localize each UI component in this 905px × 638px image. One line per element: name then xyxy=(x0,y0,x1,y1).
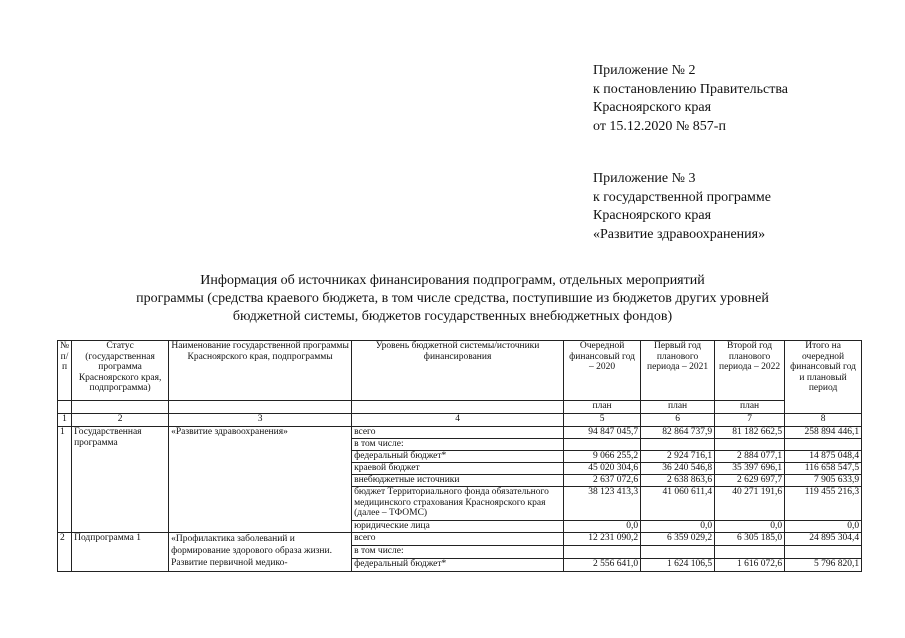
column-number: 1 xyxy=(58,414,72,427)
appendix-2-line: Красноярского края xyxy=(593,208,712,223)
header-status: Статус (государственная программа Красноярского края, подпрограмма) xyxy=(72,341,169,401)
row-num: 1 xyxy=(58,427,72,533)
value-2020: 0,0 xyxy=(564,521,641,533)
value-2022: 1 616 072,6 xyxy=(715,559,785,572)
value-2020: 2 637 072,6 xyxy=(564,475,641,487)
appendix-1-line: к постановлению Правительства xyxy=(593,81,789,97)
appendix-2-line: «Развитие здравоохранения» xyxy=(593,226,766,242)
table-row xyxy=(58,427,862,439)
level-cell: федеральный бюджет* xyxy=(352,451,564,463)
value-total: 24 895 304,4 xyxy=(785,533,862,546)
header-level: Уровень бюджетной системы/источники финансирования xyxy=(352,341,564,401)
value-2022: 2 884 077,1 xyxy=(715,451,785,463)
value-2020: 94 847 045,7 xyxy=(564,427,641,439)
value-total xyxy=(785,546,862,559)
financing-table xyxy=(57,340,862,572)
header-year-2022: Второй год планового периода – 2022 xyxy=(715,341,785,401)
column-number: 3 xyxy=(169,414,352,427)
value-2020: 38 123 413,3 xyxy=(564,487,641,521)
column-number: 8 xyxy=(785,414,862,427)
appendix-1-header xyxy=(593,62,788,136)
level-cell: всего xyxy=(352,427,564,439)
level-cell: в том числе: xyxy=(352,439,564,451)
value-total: 116 658 547,5 xyxy=(785,463,862,475)
value-2020 xyxy=(564,439,641,451)
row-status: Подпрограмма 1 xyxy=(72,533,169,572)
value-2021: 0,0 xyxy=(641,521,715,533)
value-2020 xyxy=(564,546,641,559)
value-2022: 2 629 697,7 xyxy=(715,475,785,487)
column-number: 4 xyxy=(352,414,564,427)
header-total: Итого на очередной финансовый год и плановый период xyxy=(785,341,862,414)
plan-label: план xyxy=(564,401,641,414)
header-name: Наименование государственной программы Красноярского края, подпрограммы xyxy=(169,341,352,401)
row-name: «Профилактика заболеваний и формирование здорового образа жизни. Развитие первичной медико- xyxy=(169,533,352,572)
appendix-2-header xyxy=(593,170,771,244)
level-cell: краевой бюджет xyxy=(352,463,564,475)
column-number: 5 xyxy=(564,414,641,427)
value-total: 119 455 216,3 xyxy=(785,487,862,521)
value-2020: 45 020 304,6 xyxy=(564,463,641,475)
row-name: «Развитие здравоохранения» xyxy=(169,427,352,533)
level-cell: в том числе: xyxy=(352,546,564,559)
value-2022: 0,0 xyxy=(715,521,785,533)
level-cell: бюджет Территориального фонда обязательного медицинского страхования Красноярского края (далее – ТФОМС) xyxy=(352,487,564,521)
value-total: 7 905 633,9 xyxy=(785,475,862,487)
table-header-row xyxy=(58,341,862,401)
header-year-2021: Первый год планового периода – 2021 xyxy=(641,341,715,401)
table-plan-row xyxy=(58,401,862,414)
column-number: 6 xyxy=(641,414,715,427)
title-line: Информация об источниках финансирования подпрограмм, отдельных мероприятий xyxy=(200,273,705,288)
value-2022: 6 305 185,0 xyxy=(715,533,785,546)
value-2022: 40 271 191,6 xyxy=(715,487,785,521)
table-cell xyxy=(352,401,564,414)
value-2022: 35 397 696,1 xyxy=(715,463,785,475)
value-2020: 12 231 090,2 xyxy=(564,533,641,546)
column-number: 2 xyxy=(72,414,169,427)
title-line: программы (средства краевого бюджета, в том числе средства, поступившие из бюджетов других уровней xyxy=(136,291,769,306)
value-2021: 41 060 611,4 xyxy=(641,487,715,521)
value-total: 258 894 446,1 xyxy=(785,427,862,439)
value-2022 xyxy=(715,546,785,559)
appendix-1-line: от 15.12.2020 № 857-п xyxy=(593,118,726,134)
value-2021: 6 359 029,2 xyxy=(641,533,715,546)
value-2020: 2 556 641,0 xyxy=(564,559,641,572)
value-2020: 9 066 255,2 xyxy=(564,451,641,463)
value-2021: 1 624 106,5 xyxy=(641,559,715,572)
row-num: 2 xyxy=(58,533,72,572)
value-2021 xyxy=(641,546,715,559)
column-number: 7 xyxy=(715,414,785,427)
level-cell: федеральный бюджет* xyxy=(352,559,564,572)
value-2022: 81 182 662,5 xyxy=(715,427,785,439)
level-cell: всего xyxy=(352,533,564,546)
appendix-2-line: Приложение № 3 xyxy=(593,171,696,186)
row-status: Государственная программа xyxy=(72,427,169,533)
value-2021: 2 924 716,1 xyxy=(641,451,715,463)
appendix-1-line: Приложение № 2 xyxy=(593,63,696,78)
value-2021: 2 638 863,6 xyxy=(641,475,715,487)
table-column-number-row xyxy=(58,414,862,427)
value-total: 14 875 048,4 xyxy=(785,451,862,463)
title-line: бюджетной системы, бюджетов государственных внебюджетных фондов) xyxy=(232,309,673,324)
value-total: 5 796 820,1 xyxy=(785,559,862,572)
level-cell: внебюджетные источники xyxy=(352,475,564,487)
value-2021 xyxy=(641,439,715,451)
value-2021: 36 240 546,8 xyxy=(641,463,715,475)
value-total xyxy=(785,439,862,451)
table-cell xyxy=(72,401,169,414)
table-cell xyxy=(169,401,352,414)
table-cell xyxy=(58,401,72,414)
value-2022 xyxy=(715,439,785,451)
plan-label: план xyxy=(641,401,715,414)
value-2021: 82 864 737,9 xyxy=(641,427,715,439)
header-num: № п/п xyxy=(58,341,72,401)
header-year-2020: Очередной финансовый год – 2020 xyxy=(564,341,641,401)
appendix-2-line: к государственной программе xyxy=(593,189,771,205)
table-row xyxy=(58,533,862,546)
document-title xyxy=(0,272,905,326)
value-total: 0,0 xyxy=(785,521,862,533)
level-cell: юридические лица xyxy=(352,521,564,533)
plan-label: план xyxy=(715,401,785,414)
appendix-1-line: Красноярского края xyxy=(593,100,712,115)
